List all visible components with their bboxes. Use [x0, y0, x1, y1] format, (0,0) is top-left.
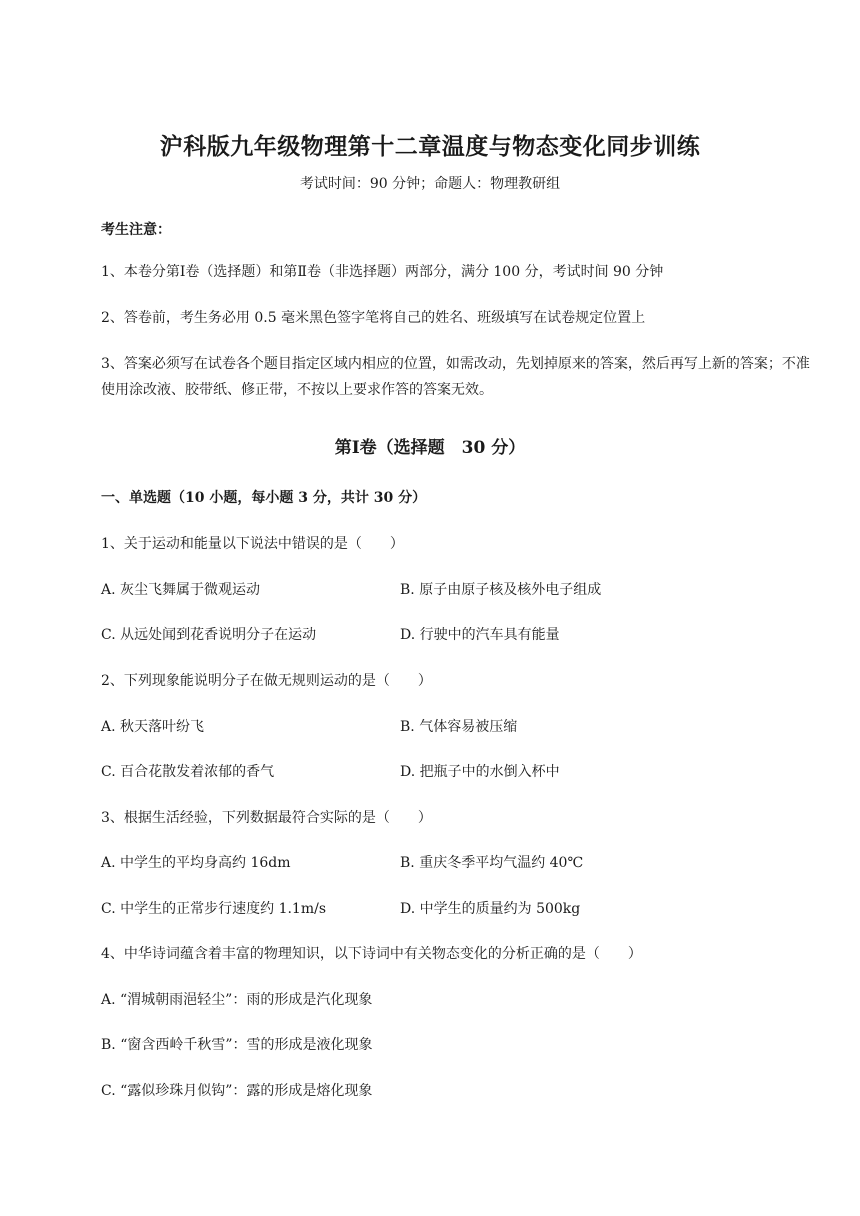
question-3-option-a: A. 中学生的平均身高约 16dm: [101, 855, 291, 871]
question-2-option-b: B. 气体容易被压缩: [400, 719, 518, 735]
question-1-option-d: D. 行驶中的汽车具有能量: [400, 627, 560, 643]
question-2-option-c: C. 百合花散发着浓郁的香气: [101, 764, 275, 780]
question-2-stem: 2、下列现象能说明分子在做无规则运动的是（ ）: [101, 673, 432, 689]
notice-item-3: 3、答案必须写在试卷各个题目指定区域内相应的位置，如需改动，先划掉原来的答案，然后再写上新的答案；不准使用涂改液、胶带纸、修正带，不按以上要求作答的答案无效。: [101, 356, 810, 398]
page-title: 沪科版九年级物理第十二章温度与物态变化同步训练: [159, 133, 701, 160]
question-1-options-row1: [101, 577, 821, 603]
question-4-option-b: B. “窗含西岭千秋雪”：雪的形成是液化现象: [101, 1037, 373, 1053]
question-3-options-row2: [101, 896, 821, 922]
question-2-option-a: A. 秋天落叶纷飞: [101, 719, 205, 735]
question-2-options-row1: [101, 714, 821, 740]
notice-item-1: 1、本卷分第Ⅰ卷（选择题）和第Ⅱ卷（非选择题）两部分，满分 100 分，考试时间 90 分钟: [101, 264, 664, 280]
question-2-options-row2: [101, 759, 821, 785]
question-3-option-b: B. 重庆冬季平均气温约 40℃: [400, 855, 584, 871]
question-1-option-c: C. 从远处闻到花香说明分子在运动: [101, 627, 317, 643]
question-4-option-c: C. “露似珍珠月似钩”：露的形成是熔化现象: [101, 1083, 373, 1099]
question-3-option-c: C. 中学生的正常步行速度约 1.1m/s: [101, 901, 327, 917]
question-3-option-d: D. 中学生的质量约为 500kg: [400, 901, 581, 917]
question-1-options-row2: [101, 622, 821, 648]
question-4-option-a: A. “渭城朝雨浥轻尘”：雨的形成是汽化现象: [101, 992, 373, 1008]
exam-info: 考试时间：90 分钟；命题人：物理教研组: [299, 176, 561, 192]
question-1-option-b: B. 原子由原子核及核外电子组成: [400, 582, 602, 598]
question-3-options-row1: [101, 850, 821, 876]
question-2-option-d: D. 把瓶子中的水倒入杯中: [400, 764, 560, 780]
question-4-stem: 4、中华诗词蕴含着丰富的物理知识，以下诗词中有关物态变化的分析正确的是（ ）: [101, 946, 642, 962]
part1-title: 第Ⅰ卷（选择题 30 分）: [334, 438, 526, 458]
notice-heading: 考生注意：: [101, 222, 171, 238]
question-1-stem: 1、关于运动和能量以下说法中错误的是（ ）: [101, 536, 404, 552]
question-1-option-a: A. 灰尘飞舞属于微观运动: [101, 582, 261, 598]
question-3-stem: 3、根据生活经验，下列数据最符合实际的是（ ）: [101, 810, 432, 826]
section-title: 一、单选题（10 小题，每小题 3 分，共计 30 分）: [101, 490, 427, 506]
notice-item-2: 2、答卷前，考生务必用 0.5 毫米黑色签字笔将自己的姓名、班级填写在试卷规定位置上: [101, 310, 646, 326]
